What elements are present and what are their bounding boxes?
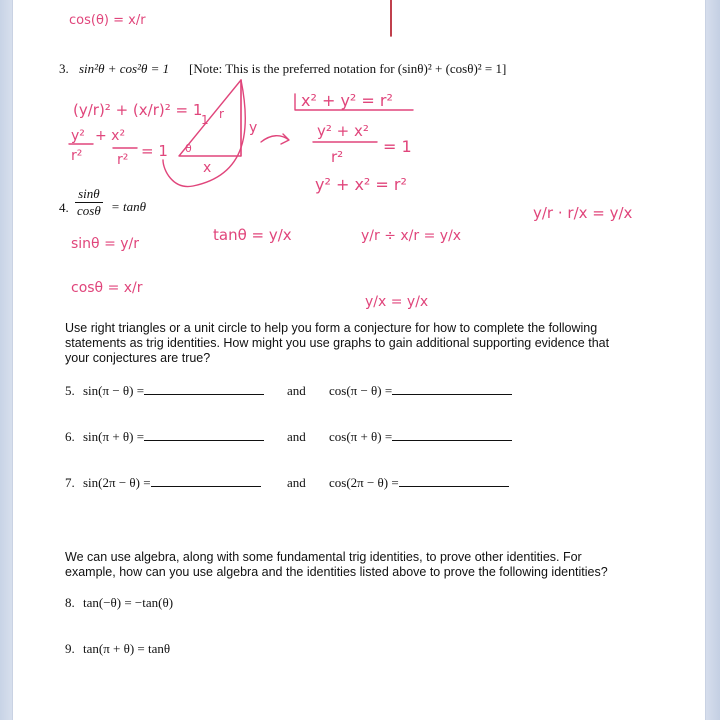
q9-number: 9. (65, 641, 75, 656)
worksheet-page (12, 0, 706, 720)
hw-p3-r3: = 1 (383, 137, 412, 156)
q4-number: 4. (59, 200, 69, 215)
hw-top-cos: cos(θ) = x/r (69, 13, 146, 28)
q3-number: 3. (59, 61, 69, 76)
proof-line-2: example, how can you use algebra and the identities listed above to prove the following identities? (65, 565, 608, 579)
hw-p3-r2: r² (331, 148, 344, 166)
hw-p4-cos: cosθ = x/r (71, 280, 143, 296)
proof-line-1: We can use algebra, along with some fundamental trig identities, to prove other identities. For (65, 550, 582, 564)
hw-p3-x2: + x² (95, 128, 126, 144)
hw-p4-mid2: y/x = y/x (365, 294, 429, 310)
q8-number: 8. (65, 595, 75, 610)
hw-p3-eq1: = 1 (141, 142, 168, 160)
hw-tri-r: r (219, 107, 224, 121)
hw-p3-r4: y² + x² = r² (315, 175, 407, 194)
intro-line-3: your conjectures are true? (65, 351, 211, 365)
q4-fraction (75, 186, 103, 219)
q6-left-blank[interactable] (144, 430, 264, 441)
q7-right: cos(2π − θ) = (329, 475, 509, 490)
hw-tri-y: y (249, 120, 258, 136)
q8-identity: tan(−θ) = −tan(θ) (83, 595, 174, 610)
q7-left: sin(2π − θ) = (83, 475, 261, 490)
hw-tri-theta: θ (185, 142, 192, 155)
q4-rhs: = tanθ (111, 199, 147, 214)
q5-left-blank[interactable] (144, 384, 264, 395)
hw-p4-mid1: y/r ÷ x/r = y/x (361, 228, 462, 244)
hw-p4-right: y/r · r/x = y/x (533, 204, 633, 222)
q4-denominator: cosθ (77, 203, 101, 218)
q7-left-blank[interactable] (151, 476, 261, 487)
hw-p3-r2a: r² (71, 148, 83, 164)
q5-right-blank[interactable] (392, 384, 512, 395)
viewer-left-margin (0, 0, 12, 720)
hw-p3-r2b: r² (117, 152, 129, 168)
intro-line-1: Use right triangles or a unit circle to help you form a conjecture for how to complete the following (65, 321, 598, 335)
q3-identity: sin²θ + cos²θ = 1 (79, 61, 170, 76)
hw-tri-x: x (203, 160, 212, 176)
q6-right: cos(π + θ) = (329, 429, 512, 444)
q7-number: 7. (65, 475, 75, 490)
q5-and: and (287, 383, 306, 398)
hw-p4-sin: sinθ = y/r (71, 236, 140, 252)
q3-note: [Note: This is the preferred notation for (sinθ)² + (cosθ)² = 1] (189, 61, 507, 76)
q7-right-blank[interactable] (399, 476, 509, 487)
q5-right: cos(π − θ) = (329, 383, 512, 398)
conjecture-instructions (65, 321, 609, 366)
proof-instructions (65, 550, 608, 580)
q9-identity: tan(π + θ) = tanθ (83, 641, 171, 656)
q6-and: and (287, 429, 306, 444)
q5-left: sin(π − θ) = (83, 383, 264, 398)
hw-p3-y2: y² (71, 128, 85, 144)
q5-number: 5. (65, 383, 75, 398)
hw-p4-tan: tanθ = y/x (213, 226, 292, 244)
q6-number: 6. (65, 429, 75, 444)
q6-right-blank[interactable] (392, 430, 512, 441)
q4-numerator: sinθ (75, 186, 103, 203)
hw-p3-left-1: (y/r)² + (x/r)² = 1 (73, 101, 203, 119)
intro-line-2: statements as trig identities. How might you use graphs to gain additional supporting evidence that (65, 336, 610, 350)
hw-tri-one: 1 (201, 113, 209, 127)
hw-p3-r1: y² + x² (317, 122, 369, 140)
hw-p3-box: x² + y² = r² (301, 91, 393, 110)
q6-left: sin(π + θ) = (83, 429, 264, 444)
q7-and: and (287, 475, 306, 490)
